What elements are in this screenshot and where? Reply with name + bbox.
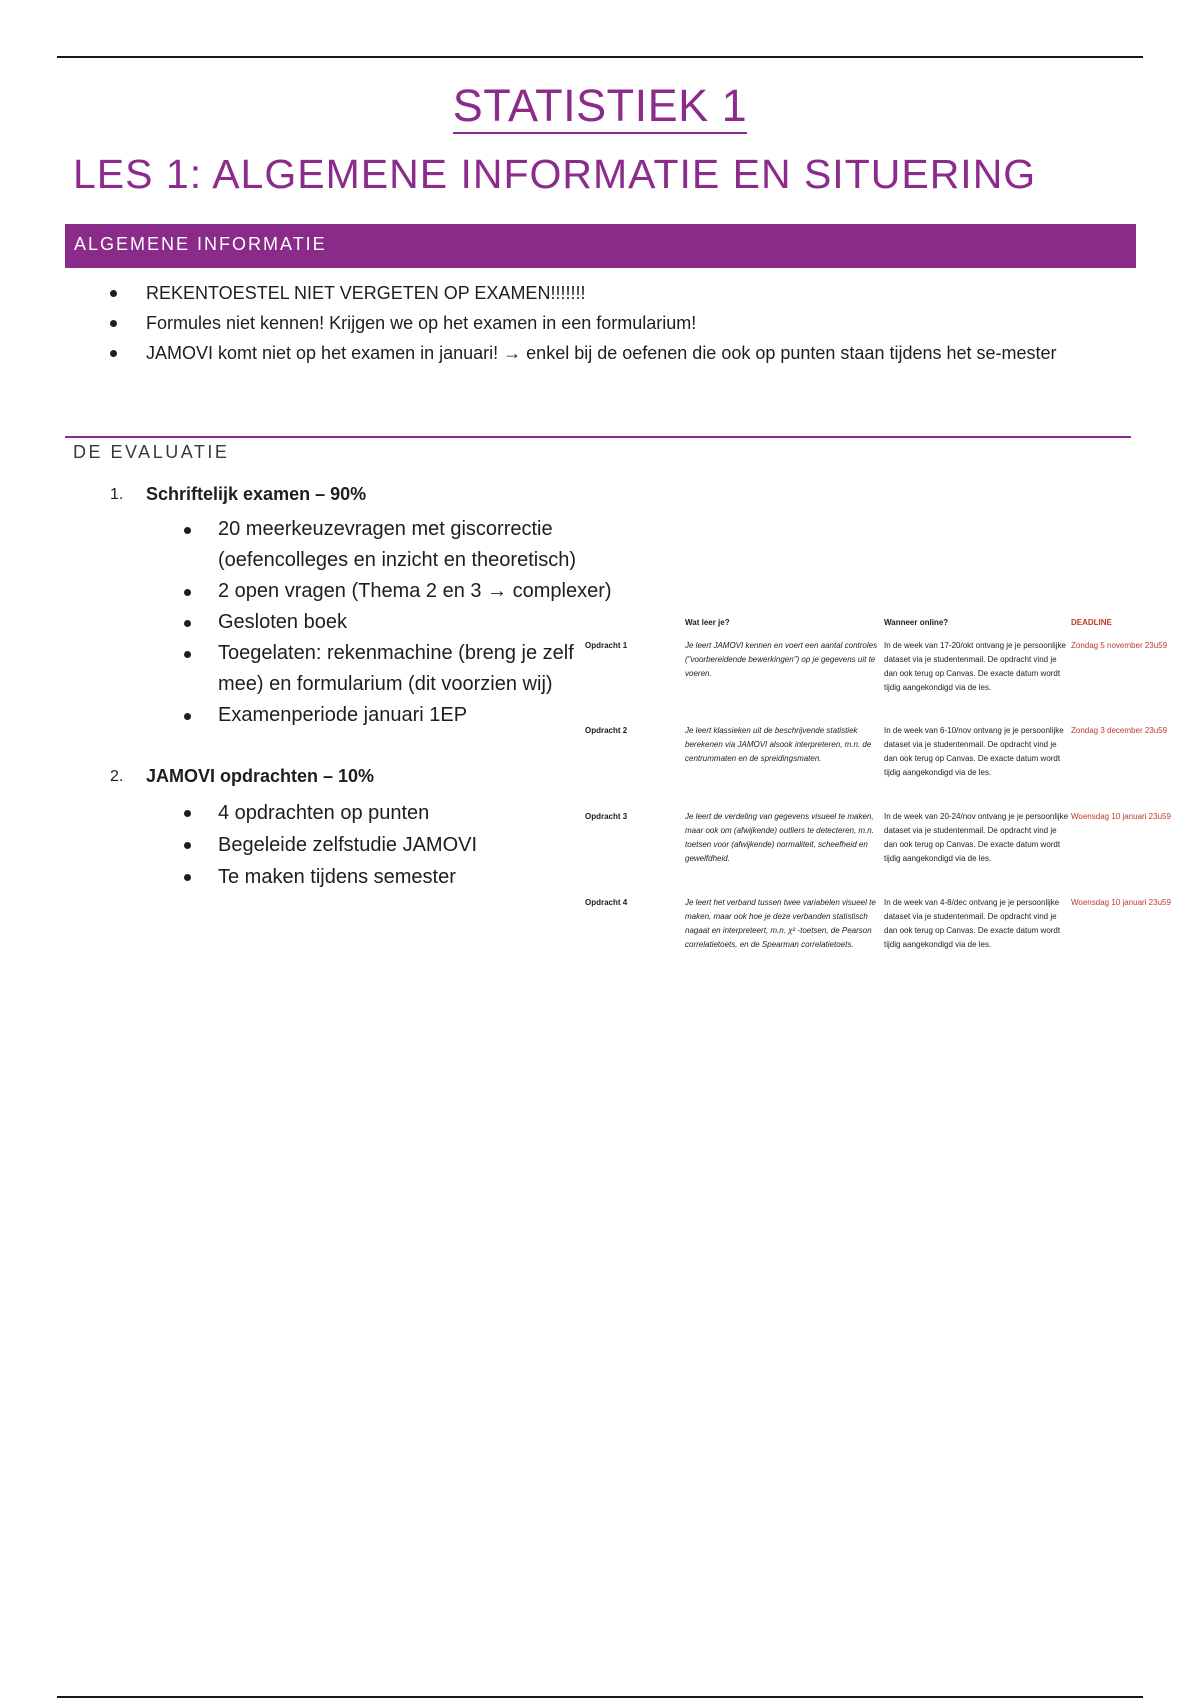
list-item: 2 open vragen (Thema 2 en 3 → complexer) (218, 576, 618, 607)
row-when: In de week van 6-10/nov ontvang je je persoonlijke dataset via je studentenmail. De opdracht vind je dan ook terug op Canvas. De exacte datum wordt tijdig aangekondigd via de les. (884, 726, 1064, 777)
bullet-icon (184, 810, 191, 817)
bullet-icon (110, 320, 117, 327)
bullet-icon (184, 713, 191, 720)
list-item: Examenperiode januari 1EP (218, 700, 618, 731)
item-label: JAMOVI opdrachten – 10% (146, 766, 375, 786)
row-deadline: Woensdag 10 januari 23u59 (1071, 812, 1171, 821)
section-heading-general-info: ALGEMENE INFORMATIE (65, 224, 1136, 268)
column-header-deadline: DEADLINE (1071, 618, 1112, 627)
row-label: Opdracht 2 (585, 726, 628, 735)
row-label: Opdracht 3 (585, 812, 628, 821)
list-item: Gesloten boek (218, 607, 618, 638)
row-label: Opdracht 1 (585, 641, 628, 650)
document-title: STATISTIEK 1 (0, 80, 1200, 132)
general-info-list (146, 278, 1126, 368)
row-learn: Je leert klassieken uit de beschrijvende statistiek berekenen via JAMOVI alsook interpreteren, m.n. de centrummaten en de spreidingsmaten. (685, 726, 872, 763)
list-item: Formules niet kennen! Krijgen we op het examen in een formularium! (146, 308, 1126, 338)
list-item: 20 meerkeuzevragen met giscorrectie (oefencolleges en inzicht en theoretisch) (218, 514, 618, 576)
row-deadline: Zondag 5 november 23u59 (1071, 641, 1168, 650)
bullet-icon (184, 651, 191, 658)
list-item: 4 opdrachten op punten (218, 797, 618, 829)
list-item: Begeleide zelfstudie JAMOVI (218, 829, 618, 861)
row-when: In de week van 17-20/okt ontvang je je persoonlijke dataset via je studentenmail. De opdracht vind je dan ook terug op Canvas. De exacte datum wordt tijdig aangekondigd via de les. (884, 641, 1066, 692)
row-when: In de week van 20-24/nov ontvang je je persoonlijke dataset via je studentenmail. De opdracht vind je dan ook terug op Canvas. De exacte datum wordt tijdig aangekondigd via de les. (884, 812, 1069, 863)
bullet-icon (184, 874, 191, 881)
row-learn: Je leert het verband tussen twee variabelen visueel te maken, maar ook hoe je deze verbanden statistisch nagaat en interpreteert, m.n. χ² -toetsen, de Pearson correlatietoets, en de Spearman correlatietoets. (685, 898, 876, 949)
bullet-icon (110, 290, 117, 297)
row-learn: Je leert de verdeling van gegevens visueel te maken, maar ook om (afwijkende) outliers te detecteren, m.n. toetsen voor (afwijkende) normaliteit, scheefheid en gewelfdheid. (685, 812, 874, 863)
item-number: 1. (110, 486, 124, 503)
column-header-learn: Wat leer je? (685, 618, 730, 627)
evaluation-item-jamovi (110, 766, 375, 787)
item-label: Schriftelijk examen – 90% (146, 484, 367, 504)
bullet-icon (184, 589, 191, 596)
bottom-rule (57, 1696, 1143, 1698)
bullet-icon (184, 527, 191, 534)
top-rule (57, 56, 1143, 58)
bullet-icon (110, 350, 117, 357)
bullet-icon (184, 842, 191, 849)
assignment-schedule-table (580, 610, 1190, 970)
row-when: In de week van 4-8/dec ontvang je je persoonlijke dataset via je studentenmail. De opdracht vind je dan ook terug op Canvas. De exacte datum wordt tijdig aangekondigd via de les. (884, 898, 1061, 949)
column-header-when: Wanneer online? (884, 618, 949, 627)
jamovi-details-list (218, 797, 618, 893)
row-deadline: Woensdag 10 januari 23u59 (1071, 898, 1171, 907)
evaluation-rule (65, 436, 1131, 438)
row-learn: Je leert JAMOVI kennen en voert een aantal controles ("voorbereidende bewerkingen") op je gegevens uit te voeren. (685, 641, 878, 678)
list-item: REKENTOESTEL NIET VERGETEN OP EXAMEN!!!!!!! (146, 278, 1126, 308)
evaluation-item-exam (110, 484, 367, 505)
row-label: Opdracht 4 (585, 898, 628, 907)
list-item: Te maken tijdens semester (218, 861, 618, 893)
list-item: JAMOVI komt niet op het examen in januari! → enkel bij de oefenen die ook op punten staan tijdens het se-mester (146, 338, 1126, 368)
row-deadline: Zondag 3 december 23u59 (1071, 726, 1168, 735)
lesson-title: LES 1: ALGEMENE INFORMATIE EN SITUERING (73, 151, 1037, 197)
exam-details-list (218, 514, 618, 731)
item-number: 2. (110, 768, 124, 785)
bullet-icon (184, 620, 191, 627)
section-heading-evaluation: DE EVALUATIE (73, 442, 230, 462)
list-item: Toegelaten: rekenmachine (breng je zelf mee) en formularium (dit voorzien wij) (218, 638, 618, 700)
